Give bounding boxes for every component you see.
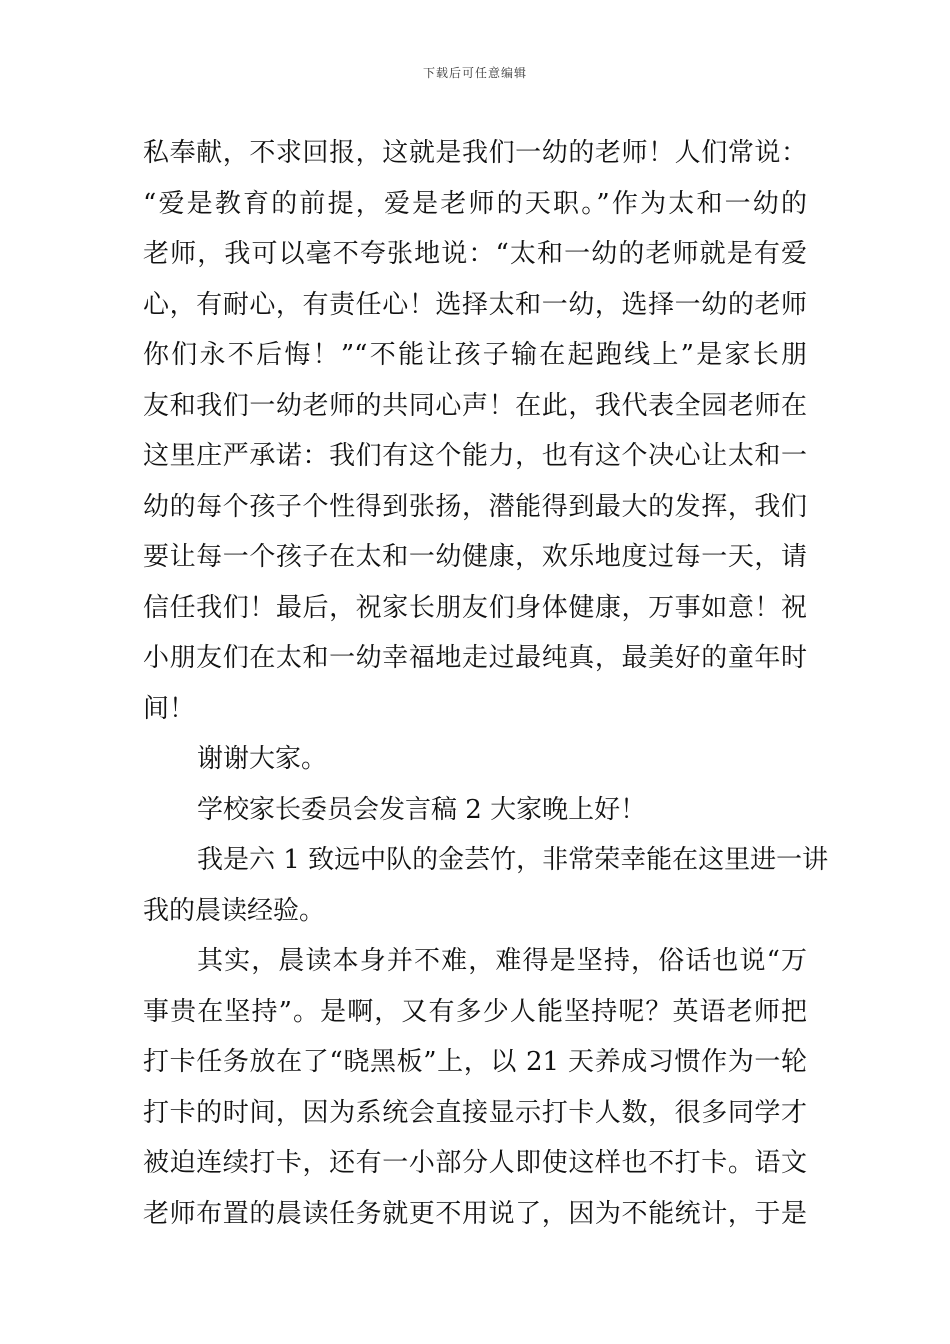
text-line: 被迫连续打卡，还有一小部分人即使这样也不打卡。语文 bbox=[143, 1148, 807, 1178]
text-line: 私奉献，不求回报，这就是我们一幼的老师！人们常说： bbox=[143, 138, 807, 168]
text-line: 老师，我可以毫不夸张地说：“太和一幼的老师就是有爱 bbox=[143, 239, 807, 269]
text-line: 打卡任务放在了“晓黑板”上，以 21 天养成习惯作为一轮 bbox=[143, 1047, 807, 1077]
text-line: 我是六 1 致远中队的金芸竹，非常荣幸能在这里进一讲 bbox=[197, 845, 829, 875]
text-line: 我的晨读经验。 bbox=[143, 895, 326, 926]
text-line: 幼的每个孩子个性得到张扬，潜能得到最大的发挥，我们 bbox=[143, 491, 807, 522]
text-line: 小朋友们在太和一幼幸福地走过最纯真，最美好的童年时 bbox=[143, 643, 807, 673]
text-line: 事贵在坚持”。是啊，又有多少人能坚持呢？英语老师把 bbox=[143, 996, 807, 1027]
text-line: 友和我们一幼老师的共同心声！在此，我代表全园老师在 bbox=[143, 390, 807, 421]
text-line: 谢谢大家。 bbox=[197, 744, 328, 774]
text-line: “爱是教育的前提，爱是老师的天职。”作为太和一幼的 bbox=[143, 188, 807, 219]
page-header: 下载后可任意编辑 bbox=[422, 66, 527, 80]
text-line: 这里庄严承诺：我们有这个能力，也有这个决心让太和一 bbox=[143, 441, 807, 471]
document-body bbox=[143, 128, 829, 1239]
text-line: 心，有耐心，有责任心！选择太和一幼，选择一幼的老师 bbox=[143, 289, 807, 320]
text-line: 你们永不后悔！”“不能让孩子输在起跑线上”是家长朋 bbox=[143, 340, 807, 370]
text-line: 老师布置的晨读任务就更不用说了，因为不能统计，于是 bbox=[143, 1198, 807, 1229]
text-line: 打卡的时间，因为系统会直接显示打卡人数，很多同学才 bbox=[143, 1097, 807, 1128]
text-line: 要让每一个孩子在太和一幼健康，欢乐地度过每一天，请 bbox=[143, 542, 807, 572]
text-line: 信任我们！最后，祝家长朋友们身体健康，万事如意！祝 bbox=[143, 592, 807, 623]
text-line: 其实，晨读本身并不难，难得是坚持，俗话也说“万 bbox=[197, 946, 807, 976]
text-line: 间！ bbox=[143, 693, 196, 724]
text-line: 学校家长委员会发言稿 2 大家晚上好！ bbox=[197, 794, 647, 825]
